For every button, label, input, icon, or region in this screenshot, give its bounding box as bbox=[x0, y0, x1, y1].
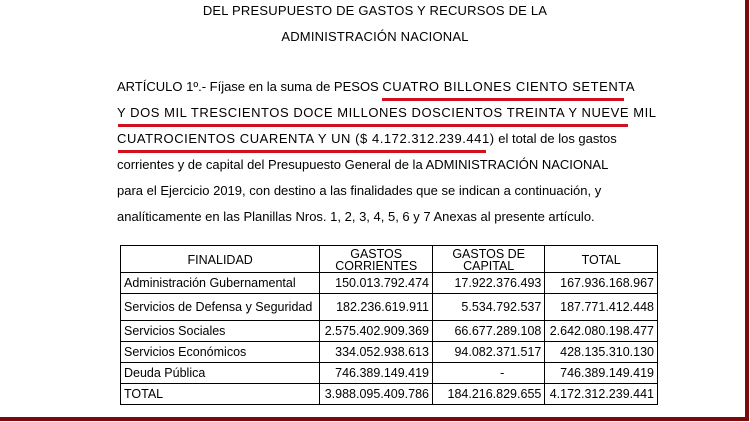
row-capital: 5.534.792.537 bbox=[433, 294, 545, 321]
row-capital: 66.677.289.108 bbox=[433, 321, 545, 342]
table-row bbox=[121, 321, 658, 342]
document-title-line2: ADMINISTRACIÓN NACIONAL bbox=[281, 29, 469, 44]
row-capital: - bbox=[433, 363, 545, 384]
budget-table bbox=[120, 245, 658, 405]
article-line-1 bbox=[117, 79, 635, 94]
row-finalidad: Servicios Sociales bbox=[121, 321, 320, 342]
table-total-row bbox=[121, 384, 658, 405]
row-corrientes: 150.013.792.474 bbox=[320, 273, 433, 294]
red-underline-3 bbox=[118, 150, 486, 153]
article-highlight-1: CUATRO BILLONES CIENTO SETENTA bbox=[382, 79, 636, 94]
row-total: 4.172.312.239.441 bbox=[545, 384, 658, 405]
row-corrientes: 746.389.149.419 bbox=[320, 363, 433, 384]
article-highlight-3: CUATROCIENTOS CUARENTA Y UN ($ 4.172.312.239.441) bbox=[117, 131, 495, 146]
header-total: TOTAL bbox=[545, 246, 658, 273]
table-row bbox=[121, 342, 658, 363]
row-finalidad: TOTAL bbox=[121, 384, 320, 405]
row-total: 187.771.412.448 bbox=[545, 294, 658, 321]
row-finalidad: Deuda Pública bbox=[121, 363, 320, 384]
row-capital: 184.216.829.655 bbox=[433, 384, 545, 405]
article-line-1-prefix: ARTÍCULO 1º.- Fíjase en la suma de PESOS bbox=[117, 79, 383, 94]
table-row bbox=[121, 363, 658, 384]
article-line-4: corrientes y de capital del Presupuesto General de la ADMINISTRACIÓN NACIONAL bbox=[117, 157, 609, 172]
document-title-line1: DEL PRESUPUESTO DE GASTOS Y RECURSOS DE LA bbox=[202, 3, 548, 18]
row-corrientes: 3.988.095.409.786 bbox=[320, 384, 433, 405]
row-corrientes: 334.052.938.613 bbox=[320, 342, 433, 363]
table-header-row bbox=[121, 246, 658, 273]
article-line-5: para el Ejercicio 2019, con destino a las finalidades que se indican a continuación, y bbox=[117, 183, 602, 198]
row-finalidad: Servicios Económicos bbox=[121, 342, 320, 363]
article-line-3 bbox=[117, 131, 617, 146]
article-line-2: Y DOS MIL TRESCIENTOS DOCE MILLONES DOSCIENTOS TREINTA Y NUEVE MIL bbox=[117, 105, 657, 120]
row-total: 746.389.149.419 bbox=[545, 363, 658, 384]
row-total: 428.135.310.130 bbox=[545, 342, 658, 363]
article-line-6: analíticamente en las Planillas Nros. 1, 2, 3, 4, 5, 6 y 7 Anexas al presente artículo. bbox=[117, 209, 595, 224]
row-total: 2.642.080.198.477 bbox=[545, 321, 658, 342]
article-line-3-suffix: el total de los gastos bbox=[494, 131, 617, 146]
header-gastos-capital: GASTOS DE CAPITAL bbox=[433, 246, 545, 273]
red-underline-1 bbox=[382, 98, 624, 101]
header-finalidad: FINALIDAD bbox=[121, 246, 320, 273]
header-gastos-corrientes: GASTOS CORRIENTES bbox=[320, 246, 433, 273]
row-corrientes: 2.575.402.909.369 bbox=[320, 321, 433, 342]
red-underline-2 bbox=[118, 124, 628, 127]
table-row bbox=[121, 294, 658, 321]
row-capital: 94.082.371.517 bbox=[433, 342, 545, 363]
row-finalidad: Servicios de Defensa y Seguridad bbox=[121, 294, 320, 321]
table-row bbox=[121, 273, 658, 294]
row-finalidad: Administración Gubernamental bbox=[121, 273, 320, 294]
row-corrientes: 182.236.619.911 bbox=[320, 294, 433, 321]
row-capital: 17.922.376.493 bbox=[433, 273, 545, 294]
row-total: 167.936.168.967 bbox=[545, 273, 658, 294]
